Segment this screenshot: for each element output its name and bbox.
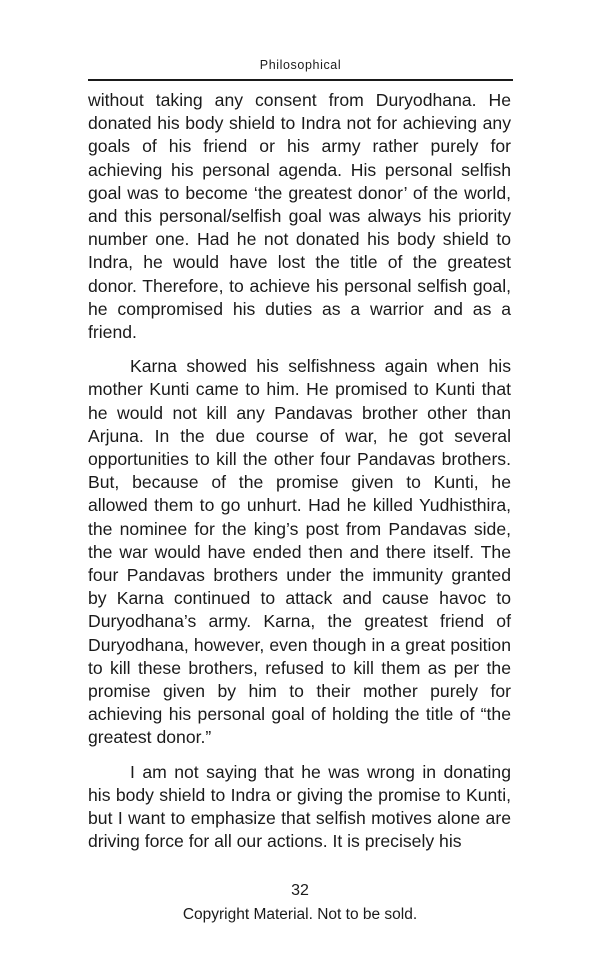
header-divider <box>88 79 513 81</box>
paragraph-1: without taking any consent from Duryodhana. He donated his body shield to Indra not for achieving any goals of his friend or his army rather purely for achieving his personal agenda. His personal selfish goal was to become ‘the greatest donor’ of the world, and this personal/selfish goal was always his priority number one. Had he not donated his body shield to Indra, he would have lost the title of the greatest donor. Therefore, to achieve his personal selfish goal, he compromised his duties as a warrior and as a friend. <box>88 90 511 343</box>
running-header: Philosophical <box>259 58 342 72</box>
page-body <box>88 89 511 854</box>
page-number: 32 <box>291 882 309 899</box>
paragraph-3: I am not saying that he was wrong in donating his body shield to Indra or giving the promise to Kunti, but I want to emphasize that selfish motives alone are driving force for all our actions. It is precisely his <box>88 761 511 852</box>
paragraph-2: Karna showed his selfishness again when his mother Kunti came to him. He promised to Kunti that he would not kill any Pandavas brother other than Arjuna. In the due course of war, he got several opportunities to kill the other four Pandavas brothers. But, because of the promise given to Kunti, he allowed them to go unhurt. Had he killed Yudhisthira, the nominee for the king’s post from Pandavas side, the war would have ended then and there itself. The four Pandavas brothers under the immunity granted by Karna continued to attack and cause havoc to Duryodhana’s army. Karna, the greatest friend of Duryodhana, however, even though in a great position to kill these brothers, refused to kill them as per the promise given by him to their mother purely for achieving his personal goal of holding the title of “the greatest donor.” <box>88 356 511 748</box>
copyright-notice: Copyright Material. Not to be sold. <box>182 906 418 923</box>
